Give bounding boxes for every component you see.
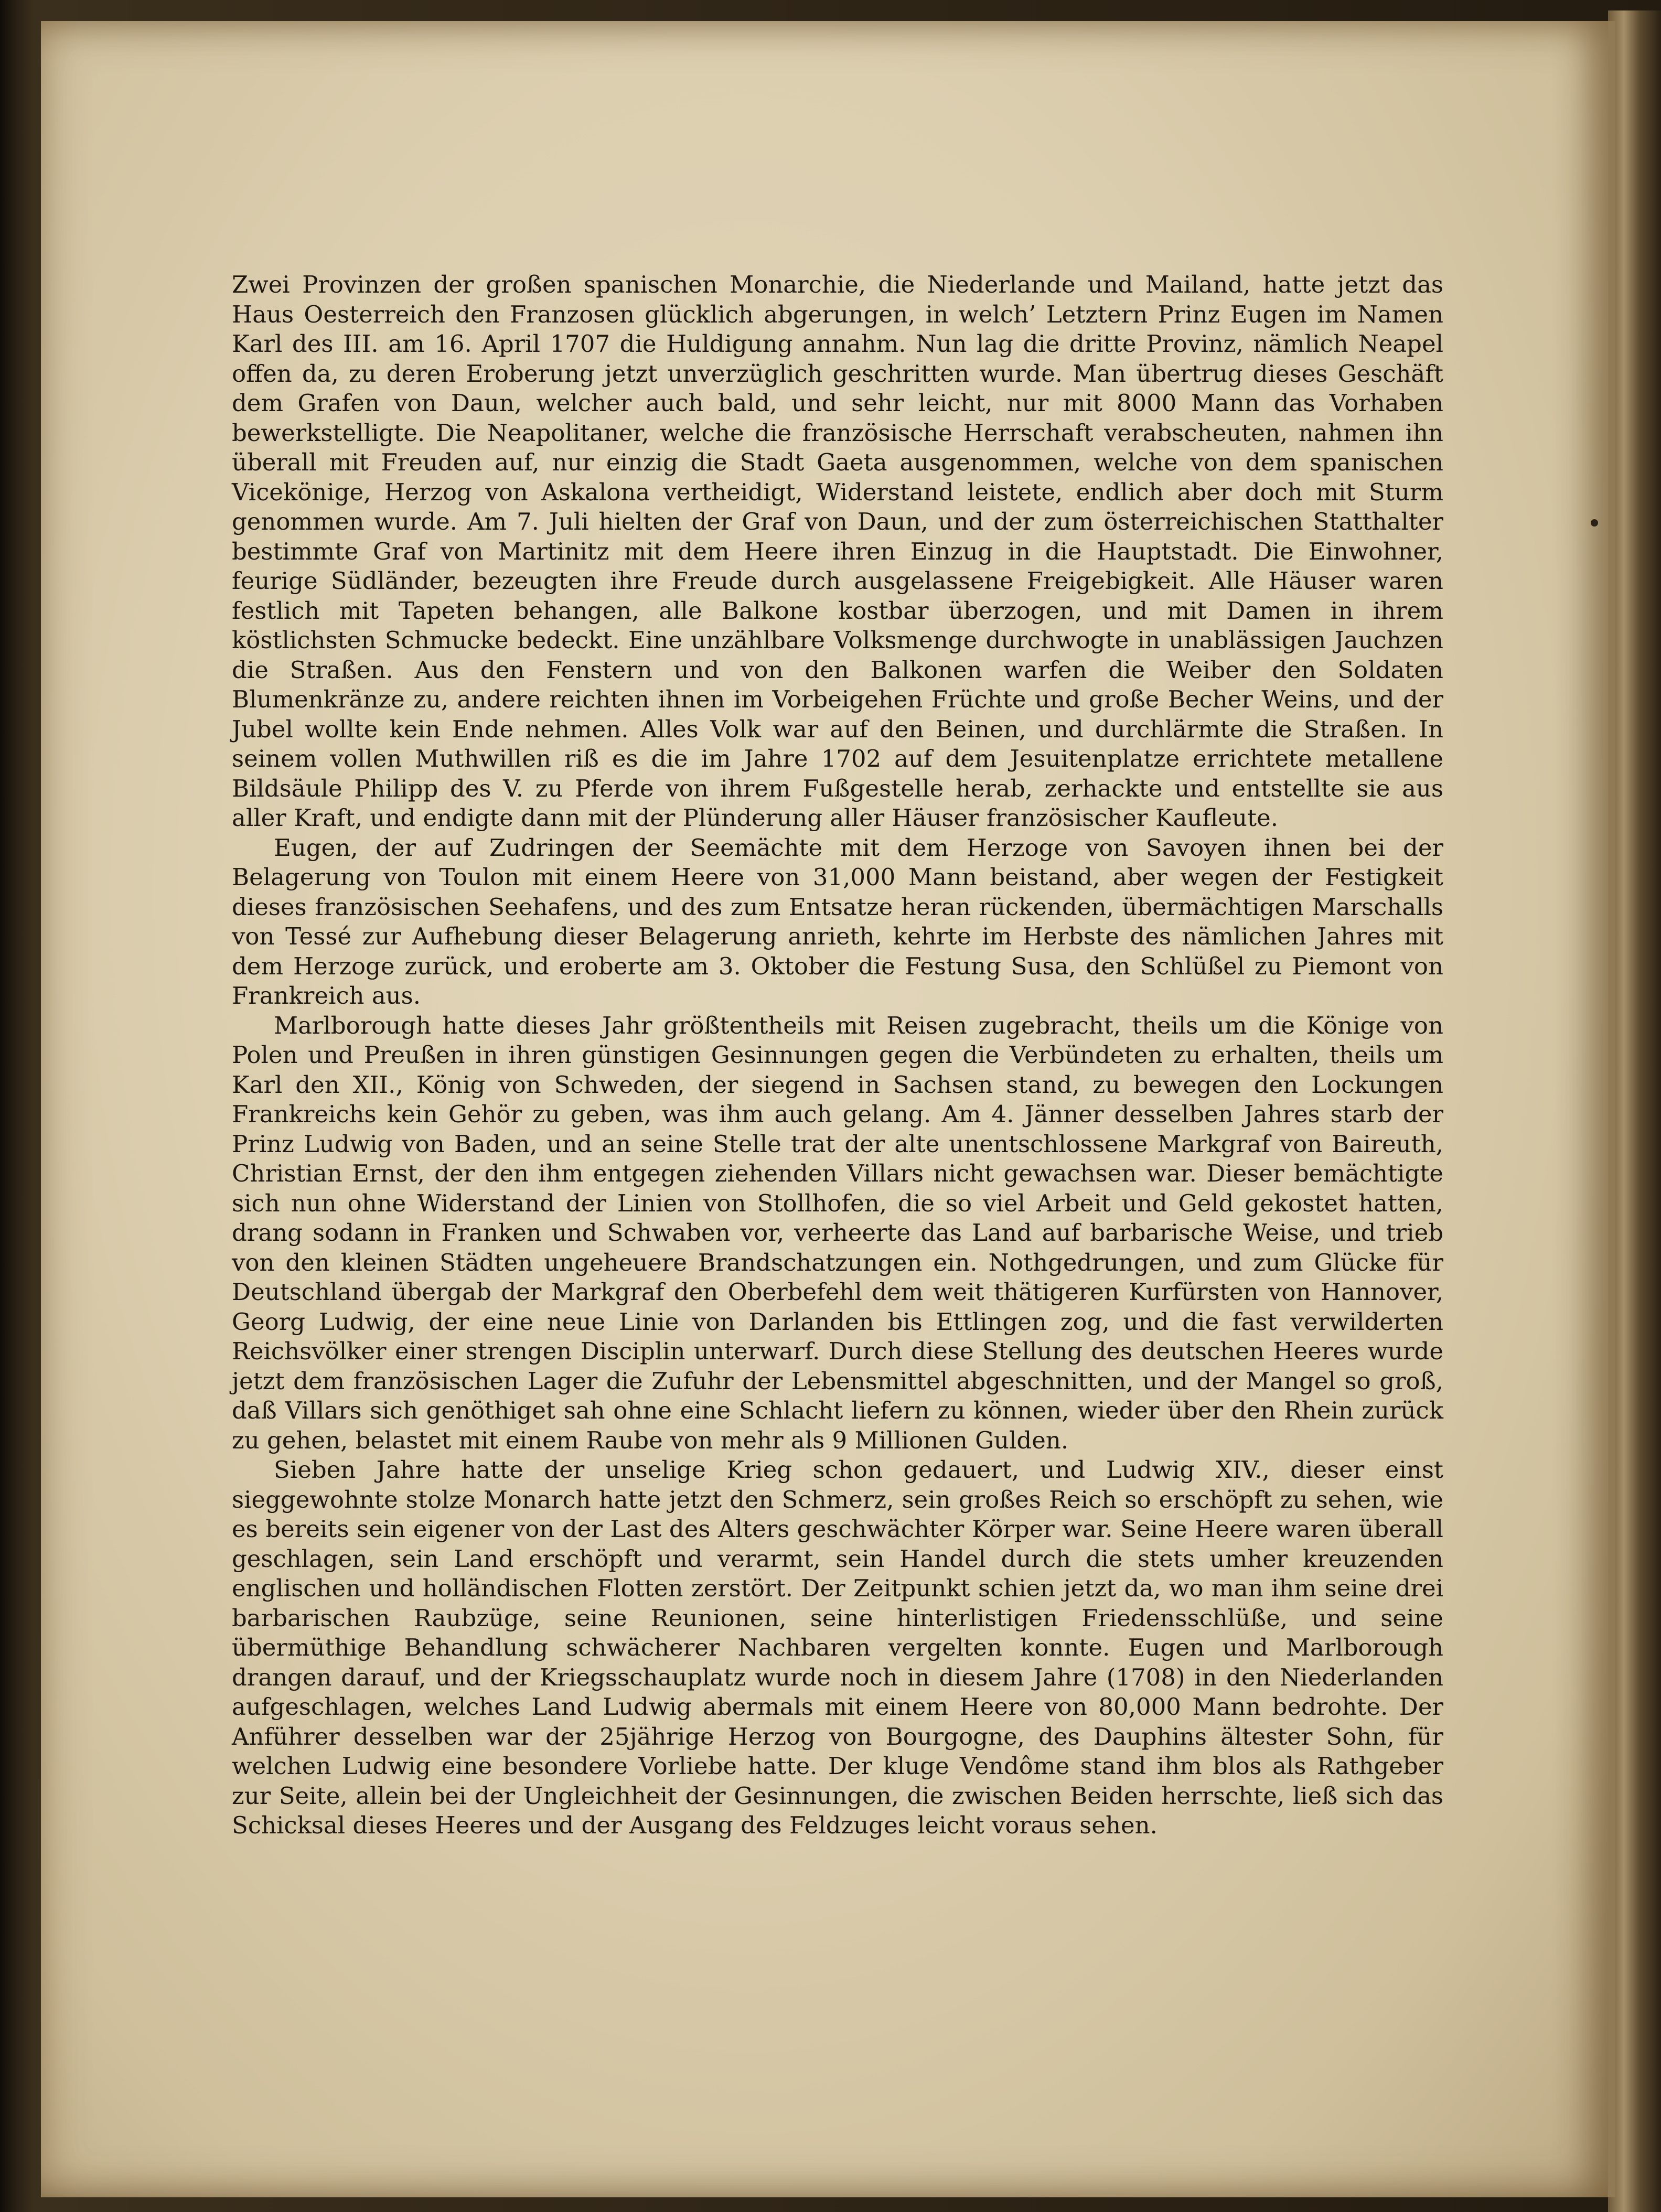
- article-text: [232, 270, 1443, 1841]
- ink-spot: [1591, 519, 1598, 527]
- page-edge: [1608, 10, 1661, 2212]
- paragraph-naples: Zwei Provinzen der großen spanischen Monarchie, die Niederlande und Mailand, hatte jetzt das Haus Oesterreich den Franzosen glücklich abgerungen, in welch’ Letztern Prinz Eugen im Namen Karl des III. am 16. April 1707 die Huldigung annahm. Nun lag die dritte Provinz, nämlich Neapel offen da, zu deren Eroberung jetzt unverzüglich geschritten wurde. Man übertrug dieses Geschäft dem Grafen von Daun, welcher auch bald, und sehr leicht, nur mit 8000 Mann das Vorhaben bewerkstelligte. Die Neapolitaner, welche die französische Herrschaft verabscheuten, nahmen ihn überall mit Freuden auf, nur einzig die Stadt Gaeta ausgenommen, welche von dem spanischen Vicekönige, Herzog von Askalona vertheidigt, Widerstand leistete, endlich aber doch mit Sturm genommen wurde. Am 7. Juli hielten der Graf von Daun, und der zum österreichischen Statthalter bestimmte Graf von Martinitz mit dem Heere ihren Einzug in die Hauptstadt. Die Einwohner, feurige Südländer, bezeugten ihre Freude durch ausgelassene Freigebigkeit. Alle Häuser waren festlich mit Tapeten behangen, alle Balkone kostbar überzogen, und mit Damen in ihrem köstlichsten Schmucke bedeckt. Eine unzählbare Volksmenge durchwogte in unablässigen Jauchzen die Straßen. Aus den Fenstern und von den Balkonen warfen die Weiber den Soldaten Blumenkränze zu, andere reichten ihnen im Vorbeigehen Früchte und große Becher Weins, und der Jubel wollte kein Ende nehmen. Alles Volk war auf den Beinen, und durchlärmte die Straßen. In seinem vollen Muthwillen riß es die im Jahre 1702 auf dem Jesuitenplatze errichtete metallene Bildsäule Philipp des V. zu Pferde von ihrem Fußgestelle herab, zerhackte und entstellte sie aus aller Kraft, und endigte dann mit der Plünderung aller Häuser französischer Kaufleute.: [232, 271, 1443, 832]
- paragraph-eugen-toulon: Eugen, der auf Zudringen der Seemächte mit dem Herzoge von Savoyen ihnen bei der Belagerung von Toulon mit einem Heere von 31,000 Mann beistand, aber wegen der Festigkeit dieses französischen Seehafens, und des zum Entsatze heran rückenden, übermächtigen Marschalls von Tessé zur Aufhebung dieser Belagerung anrieth, kehrte im Herbste des nämlichen Jahres mit dem Herzoge zurück, und eroberte am 3. Oktober die Festung Susa, den Schlüßel zu Piemont von Frankreich aus.: [232, 833, 1443, 1010]
- paragraph-marlborough: Marlborough hatte dieses Jahr größtentheils mit Reisen zugebracht, theils um die Könige von Polen und Preußen in ihren günstigen Gesinnungen gegen die Verbündeten zu erhalten, theils um Karl den XII., König von Schweden, der siegend in Sachsen stand, zu bewegen den Lockungen Frankreichs kein Gehör zu geben, was ihm auch gelang. Am 4. Jänner desselben Jahres starb der Prinz Ludwig von Baden, und an seine Stelle trat der alte unentschlossene Markgraf von Baireuth, Christian Ernst, der den ihm entgegen ziehenden Villars nicht gewachsen war. Dieser bemächtigte sich nun ohne Widerstand der Linien von Stollhofen, die so viel Arbeit und Geld gekostet hatten, drang sodann in Franken und Schwaben vor, verheerte das Land auf barbarische Weise, und trieb von den kleinen Städten ungeheuere Brandschatzungen ein. Nothgedrungen, und zum Glücke für Deutschland übergab der Markgraf den Oberbefehl dem weit thätigeren Kurfürsten von Hannover, Georg Ludwig, der eine neue Linie von Darlanden bis Ettlingen zog, und die fast verwilderten Reichsvölker einer strengen Disciplin unterwarf. Durch diese Stellung des deutschen Heeres wurde jetzt dem französischen Lager die Zufuhr der Lebensmittel abgeschnitten, und der Mangel so groß, daß Villars sich genöthiget sah ohne eine Schlacht liefern zu können, wieder über den Rhein zurück zu gehen, belastet mit einem Raube von mehr als 9 Millionen Gulden.: [232, 1011, 1443, 1454]
- paragraph-seven-years-war: Sieben Jahre hatte der unselige Krieg schon gedauert, und Ludwig XIV., dieser einst sieggewohnte stolze Monarch hatte jetzt den Schmerz, sein großes Reich so erschöpft zu sehen, wie es bereits sein eigener von der Last des Alters geschwächter Körper war. Seine Heere waren überall geschlagen, sein Land erschöpft und verarmt, sein Handel durch die stets umher kreuzenden englischen und holländischen Flotten zerstört. Der Zeitpunkt schien jetzt da, wo man ihm seine drei barbarischen Raubzüge, seine Reunionen, seine hinterlistigen Friedensschlüße, und seine übermüthige Behandlung schwächerer Nachbaren vergelten konnte. Eugen und Marlborough drangen darauf, und der Kriegsschauplatz wurde noch in diesem Jahre (1708) in den Niederlanden aufgeschlagen, welches Land Ludwig abermals mit einem Heere von 80,000 Mann bedrohte. Der Anführer desselben war der 25jährige Herzog von Bourgogne, des Dauphins ältester Sohn, für welchen Ludwig eine besondere Vorliebe hatte. Der kluge Vendôme stand ihm blos als Rathgeber zur Seite, allein bei der Ungleichheit der Gesinnungen, die zwischen Beiden herrschte, ließ sich das Schicksal dieses Heeres und der Ausgang des Feldzuges leicht voraus sehen.: [232, 1456, 1443, 1839]
